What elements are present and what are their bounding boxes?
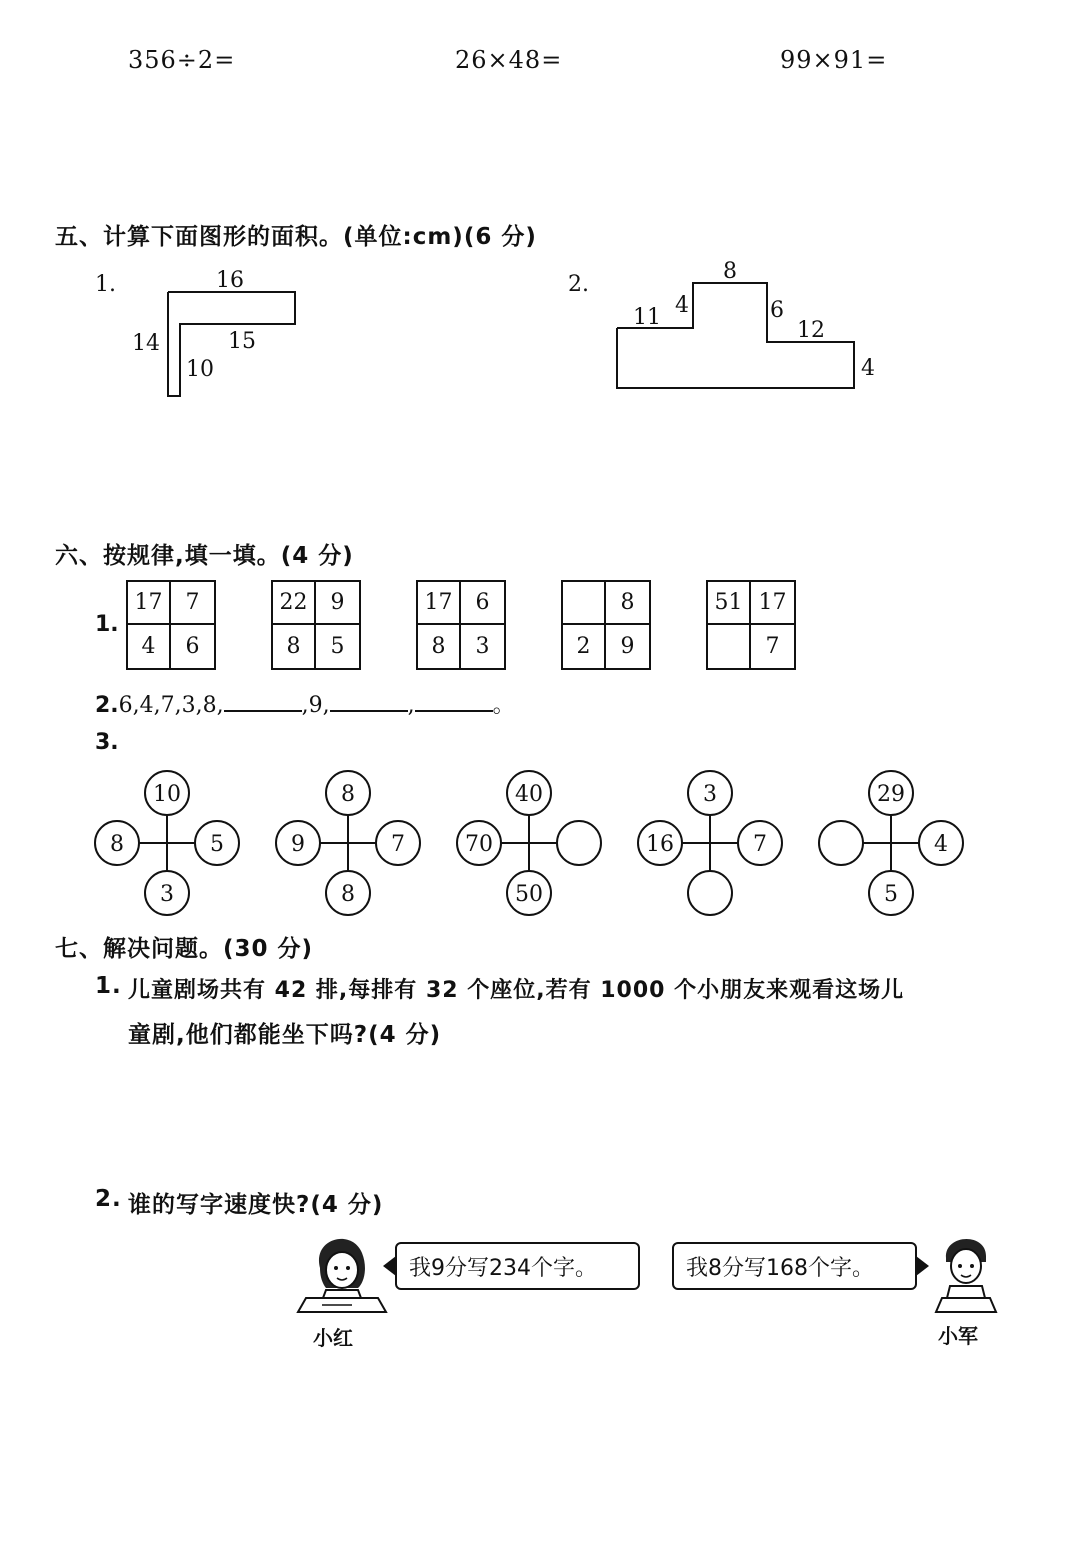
cross-right: 7	[391, 832, 405, 857]
grid-cell: 17	[128, 582, 171, 625]
section5-title: 五、计算下面图形的面积。(单位:cm)(6 分)	[55, 224, 537, 250]
cross-bottom: 3	[160, 882, 174, 907]
answer-blank-2[interactable]	[330, 690, 408, 712]
cross-left: 9	[291, 832, 305, 857]
pattern-grid-4	[561, 580, 651, 670]
fig1-dim-top: 16	[216, 268, 244, 293]
q6-2-row	[95, 688, 515, 719]
grid-cell: 17	[418, 582, 461, 625]
fig2-dim-left-width: 11	[633, 305, 661, 330]
grid-cell: 6	[185, 634, 200, 659]
fig2-shape	[600, 250, 890, 400]
q6-2-mid: ,9,	[301, 693, 330, 718]
speech-bubble-right: 我8分写168个字。	[672, 1242, 917, 1290]
grid-cell: 4	[128, 625, 171, 668]
fig2-dim-left-step: 4	[675, 293, 689, 318]
cross-right: 7	[753, 832, 767, 857]
grid-cell[interactable]	[708, 625, 751, 668]
q7-2-text: 谁的写字速度快?(4 分)	[128, 1192, 384, 1218]
cross-circle-left-blank	[819, 821, 863, 865]
grid-cell: 7	[765, 634, 780, 659]
cross-right: 4	[934, 832, 948, 857]
cross-right: 5	[210, 832, 224, 857]
grid-cell: 6	[461, 582, 504, 625]
cross-puzzles	[0, 765, 1080, 925]
q6-2-sequence: 6,4,7,3,8,	[118, 693, 224, 718]
grid-cell[interactable]	[563, 582, 606, 625]
name-right: 小军	[938, 1324, 978, 1348]
cross-circle-right-blank	[557, 821, 601, 865]
cross-top: 8	[341, 782, 355, 807]
speech-bubble-left: 我9分写234个字。	[395, 1242, 640, 1290]
fig1-dim-left: 14	[132, 331, 160, 356]
boy-writing-icon	[930, 1228, 1000, 1318]
cross-3	[457, 771, 601, 915]
calc-1: 356÷2=	[128, 46, 236, 74]
grid-cell: 9	[620, 634, 635, 659]
grid-cell: 5	[330, 634, 345, 659]
cross-1	[95, 771, 239, 915]
cross-top: 10	[153, 782, 181, 807]
cross-top: 3	[703, 782, 717, 807]
q7-2-label: 2.	[95, 1186, 122, 1212]
q6-3-label: 3.	[95, 730, 119, 755]
q6-1-label: 1.	[95, 612, 119, 637]
grid-cell: 9	[316, 582, 359, 625]
grid-cell: 51	[708, 582, 751, 625]
cross-5	[819, 771, 963, 915]
cross-top: 29	[877, 782, 905, 807]
fig2-dim-top: 8	[723, 259, 737, 284]
pattern-grid-2	[271, 580, 361, 670]
cross-left: 8	[110, 832, 124, 857]
cross-bottom: 8	[341, 882, 355, 907]
q7-1-label: 1.	[95, 973, 122, 999]
cross-left: 16	[646, 832, 674, 857]
q6-2-end: 。	[492, 693, 515, 718]
section6-title: 六、按规律,填一填。(4 分)	[55, 543, 354, 569]
cross-2	[276, 771, 420, 915]
pattern-grid-5	[706, 580, 796, 670]
grid-cell: 3	[475, 634, 490, 659]
girl-writing-icon	[292, 1228, 392, 1318]
fig1-shape	[120, 260, 320, 410]
fig2-label: 2.	[568, 272, 589, 297]
grid-cell: 8	[418, 625, 461, 668]
cross-left: 70	[465, 832, 493, 857]
grid-cell: 2	[563, 625, 606, 668]
cross-bottom: 5	[884, 882, 898, 907]
q6-2-sep: ,	[407, 693, 415, 718]
grid-cell: 8	[606, 582, 649, 625]
fig2-dim-right-step: 6	[770, 298, 784, 323]
calc-2: 26×48=	[455, 46, 563, 74]
q7-1-line2: 童剧,他们都能坐下吗?(4 分)	[128, 1022, 442, 1048]
answer-blank-1[interactable]	[224, 690, 302, 712]
answer-blank-3[interactable]	[415, 690, 493, 712]
q6-2-label: 2.	[95, 693, 119, 718]
cross-top: 40	[515, 782, 543, 807]
grid-cell: 22	[273, 582, 316, 625]
q7-1-line1: 儿童剧场共有 42 排,每排有 32 个座位,若有 1000 个小朋友来观看这场儿	[128, 978, 905, 1003]
cross-circle-bottom-blank	[688, 871, 732, 915]
bubble-tail-right	[916, 1256, 929, 1276]
bubble-tail-left	[383, 1256, 396, 1276]
fig1-label: 1.	[95, 272, 116, 297]
fig1-dim-bottom: 10	[186, 357, 214, 382]
cross-bottom: 50	[515, 882, 543, 907]
cross-4	[638, 771, 782, 915]
fig2-dim-right-width: 12	[797, 318, 825, 343]
section7-title: 七、解决问题。(30 分)	[55, 936, 314, 962]
pattern-grid-3	[416, 580, 506, 670]
calc-3: 99×91=	[780, 46, 888, 74]
name-left: 小红	[313, 1326, 353, 1350]
fig2-dim-right-height: 4	[861, 356, 875, 381]
grid-cell: 8	[273, 625, 316, 668]
grid-cell: 7	[171, 582, 214, 625]
fig1-dim-inner: 15	[228, 329, 256, 354]
pattern-grid-1	[126, 580, 216, 670]
grid-cell: 17	[751, 582, 794, 625]
